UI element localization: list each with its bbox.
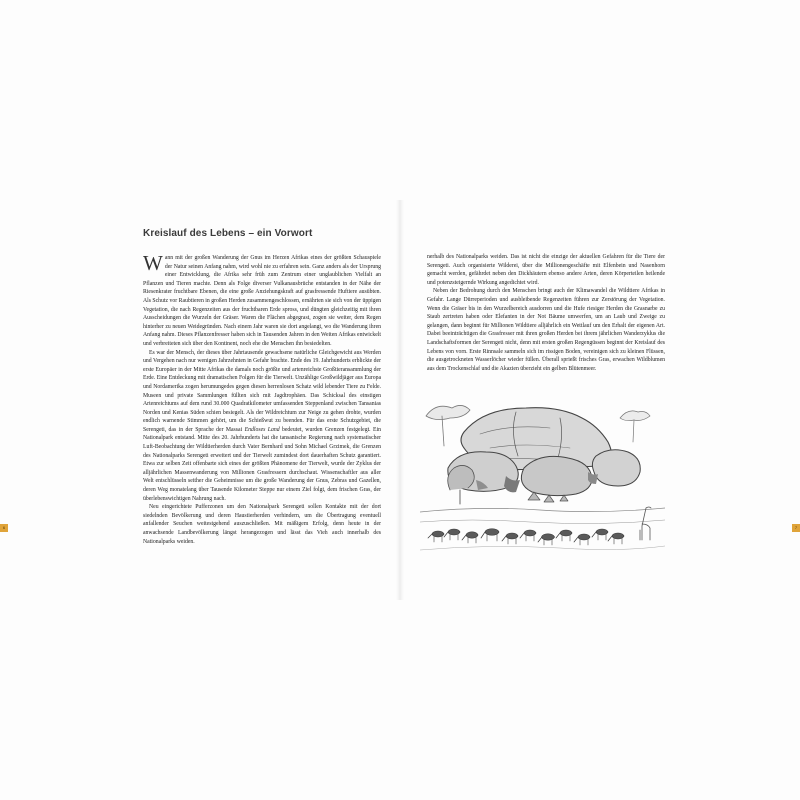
right-paragraph-1: nerhalb des Nationalparks weiden. Das ist nicht die einzige der aktuellen Gefahren für die Tiere der Serengeti. Auch organisierte Wilderei, über die Millionengeschäfte mit Elfenbein und Nasenhorn gemacht werden, gefährdet neben den Dickhäutern ebenso andere Arten, deren Körperteilen heilende und potenzsteigernde Wirkung angedichtet wird. [427,254,665,286]
paragraph-1-text: ann mit der großen Wanderung der Gnus im Herzen Afrikas eines der größten Schauspiele der Natur seinen Anfang nahm, wird wohl nie zu erfahren sein. Ganz anders als der Ursprung einer Entwicklung, die Afrika sehr früh zum Zentrum einer unglaublichen Vielfalt an Pflanzen und Tieren machte. Denn als Folge diverser Vulkanausbrüche entstanden in der Nähe der Riesenkrater fruchtbare Ebenen, die eine große Anziehungskraft auf grasfressende Huftiere ausübten. Als Schutz vor Raubtieren in großen Herden zusammengeschlossen, ernährten sie sich von der üppigen Vegetation, die nach Regenzeiten aus der fruchtbaren Erde spross, und düngten gleichzeitig mit ihren Ausscheidungen die Wurzeln der Gräser. Waren die Flächen abgegrast, zogen sie weiter, dem Regen hinterher zu neuen Weidegründen. Nach einem Jahr waren sie dort angelangt, wo die Wanderung ihren Anfang nahm. Dieses Pflanzenfresser haben sich in Tausenden Jahren in den Weiten Afrikas entwickelt und verbreiteten sich über den Kontinent, noch ehe die Menschen ihn besiedelten. [143,255,381,347]
chapter-heading: Kreislauf des Lebens – ein Vorwort [143,228,313,239]
paragraph-1 [143,254,381,349]
page-number-right: 7 [792,524,800,532]
paragraph-2-text-a: Es war der Mensch, der dieses über Jahrtausende gewachsene natürliche Gleichgewicht aus Werden und Vergehen nach nur wenigen Jahrzehnten in Gefahr brachte. Ende des 19. Jahrhunderts erblickte der erste Europäer in der Mitte Afrikas die damals noch größte und artenreichste Großtieransammlung der Erde. Eine Entdeckung mit dramatischen Folgen für die Tierwelt. Unzählige Großwildjäger aus Europa und Nordamerika zogen herumungedes gegen diesen herrenlosen Schatz wild lebender Tiere zu Felde. Museen und private Sammlungen füllten sich mit Jagdtrophäen. Das Schicksal des einstigen Artenreichtums auf dem rund 30.000 Quadratkilometer umfassenden Steppenland zwischen Tansanias Norden und Kenias Süden schien besiegelt. Als der Wildreichtum zur Neige zu gehen drohte, wurden endlich warnende Stimmen gehört, um die Schießwut zu beenden. Für das erste Schutzgebiet, die Serengeti, das in der Sprache der Massai [143,349,381,433]
book-gutter [396,200,404,600]
kopje-landscape-sketch [420,372,665,562]
paragraph-2-text-b: bedeutet, wurden Grenzen festgelegt. Ein Nationalpark entstand. Mitte des 20. Jahrhunderts hat die tansanische Regierung nach systematischer Luft-Beobachtung der Wildtierherden durch Vater Bernhard und Sohn Michael Grzimek, die Grenzen des Nationalparks Serengeti erweitert und der Tierwelt zumindest dort dauerhaften Schutz garantiert. Etwa zur selben Zeit offenbarte sich eines der größten Phänomene der Tierwelt, wurde der Zyklus der alljährlichen Massenwanderung von Millionen Grasfressern durchschaut. Wissenschaftler aus aller Welt entschlüsseln seither die Geheimnisse um die große Wanderung der Gnus, Zebras und Gazellen, deren Weg monatelang über Tausende Kilometer Steppe nur einem Ziel folgt, dem frischen Gras, der überlebenswichtigen Nahrung nach. [143,426,381,502]
paragraph-3: Neu eingerichtete Pufferzonen um den Nationalpark Serengeti sollen Kontakte mit der dort siedelnden Bevölkerung und deren Haustierherden verhindern, um die Übertragung eventuell anfallender Seuchen weitestgehend auszuschließen. Mit mäßigem Erfolg, denn heute in der anwachsende Landbevölkerung längst herangezogen und lässt das Vieh auch innerhalb des Nationalparks weiden. [143,504,381,545]
drop-cap: W [143,254,163,275]
paragraph-2 [143,349,381,504]
page-number-left: 6 [0,524,8,532]
right-paragraph-2: Neben der Bedrohung durch den Menschen bringt auch der Klimawandel die Wildtiere Afrikas in Gefahr. Lange Dürreperioden und ausbleibende Regenzeiten führen zur Zerstörung der Vegetation. Wenn die Gräser bis in den Wurzelbereich ausdorren und die Hufe riesiger Herden die Grasnarbe zu Staub zertreten haben oder Elefanten in der Not Bäume umwerfen, um an Laub und Zweige zu gelangen, dann beginnt für Millionen Wildtiere alljährlich ein Wettlauf um den Erhalt der eigenen Art. Dabei beeinträchtigen die Grasfresser mit ihren großen Herden bei ihrem jährlichen Wanderzyklus die Landschaftsformen der Serengeti nicht, denn mit ersten großen Regengüssen beginnt der Kreislauf des Lebens von vorn. Erste Rinnsale sammeln sich im rissigen Boden, vereinigen sich zu kleinen Flüssen, die ausgetrockneten Wasserlöcher wieder füllen. Überall sprießt frisches Gras, erwachen Wildblumen aus dem Trockenschlaf und die Akazien überzieht ein gelben Blütenmeer. [427,288,665,372]
right-text-column [427,253,665,377]
left-text-column [143,254,381,696]
right-page [400,0,800,800]
paragraph-2-italic: Endloses Land [244,426,280,433]
